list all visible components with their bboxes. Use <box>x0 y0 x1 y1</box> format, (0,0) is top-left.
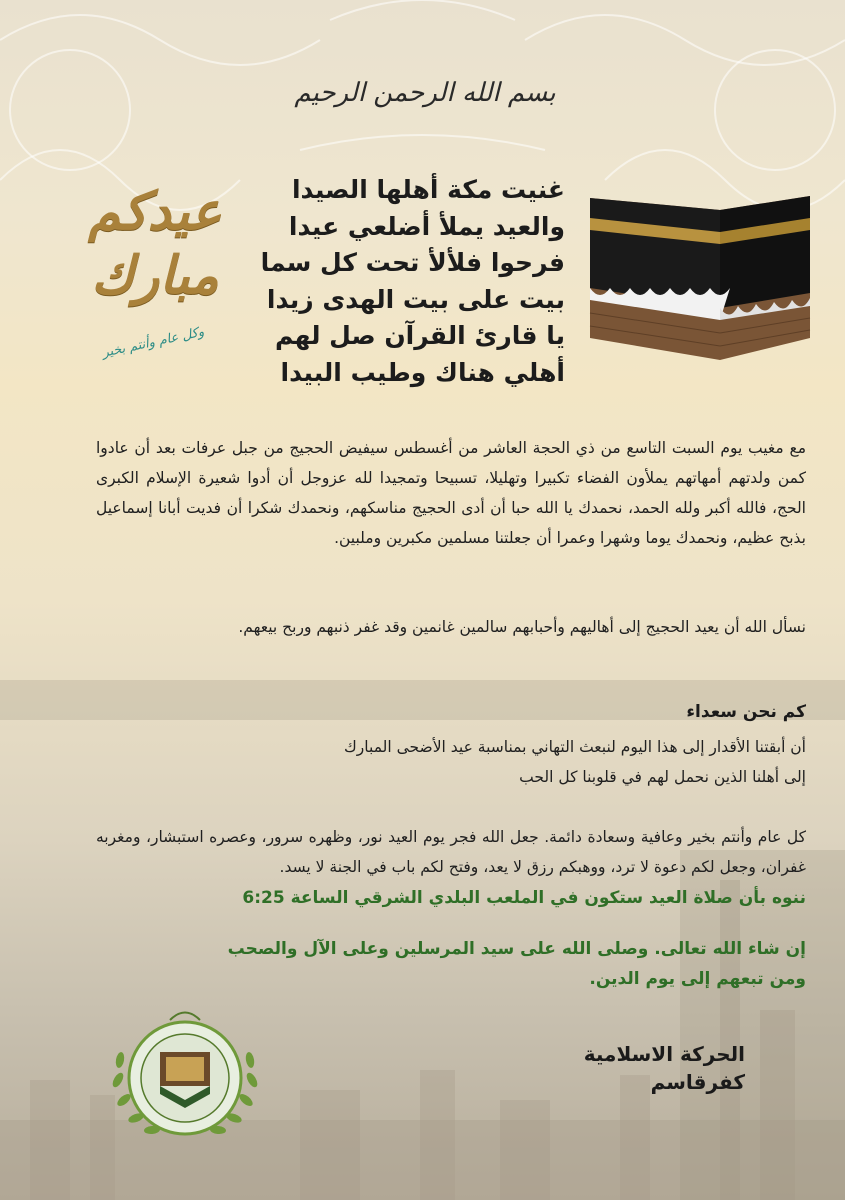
poem-line: والعيد يملأ أضلعي عيدا <box>288 211 565 241</box>
closing-line: ومن تبعهم إلى يوم الدين. <box>589 969 806 989</box>
poem-line: فرحوا فلألأ تحت كل سما <box>260 248 565 277</box>
town-name: كفرقاسم <box>650 1070 745 1094</box>
greeting-calligraphy: وكل عام وأنتم بخير <box>100 324 206 361</box>
body-paragraph-2: نسأل الله أن يعيد الحجيج إلى أهاليهم وأحبابهم سالمين غانمين وقد غفر ذنبهم وربح بيعهم. <box>238 618 806 636</box>
paragraph-line: أن أبقتنا الأقدار إلى هذا اليوم لنبعث التهاني بمناسبة عيد الأضحى المبارك <box>344 738 806 756</box>
closing-prayer <box>96 934 806 994</box>
basmala-calligraphy: بسم الله الرحمن الرحيم <box>294 78 556 108</box>
closing-line: إن شاء الله تعالى. وصلى الله على سيد المرسلين وعلى الآل والصحب <box>227 939 806 959</box>
section-heading: كم نحن سعداء <box>686 702 806 722</box>
body-paragraph-3 <box>96 732 806 792</box>
poem <box>255 172 565 391</box>
signature <box>520 1040 745 1096</box>
body-paragraph-1: مع مغيب يوم السبت التاسع من ذي الحجة العاشر من أغسطس سيفيض الحجيج من جبل عرفات بعد أن عادوا كمن ولدتهم أمهاتهم يملأون الفضاء تكبيرا وتهليلا، تسبيحا وتمجيدا لله عزوجل أن أدوا شعيرة الإسلام الكبرى الحج، فالله أكبر ولله الحمد، نحمدك يا الله حبا أن أدى الحجيج مناسكهم، ونحمدك شكرا أن فديت أبانا إسماعيل بذبح عظيم، ونحمدك يوما وشهرا وعمرا أن جعلتنا مسلمين مكبرين وملبين. <box>96 439 806 547</box>
poem-line: أهلي هناك وطيب البيدا <box>280 357 565 387</box>
prayer-announcement: ننوه بأن صلاة العيد ستكون في الملعب البلدي الشرقي الساعة 6:25 <box>242 888 806 908</box>
poem-line: يا قارئ القرآن صل لهم <box>274 321 565 350</box>
poem-line: غنيت مكة أهلها الصيدا <box>291 175 565 204</box>
paragraph-line: إلى أهلنا الذين نحمل لهم في قلوبنا كل الحب <box>519 768 806 786</box>
body-paragraph-4: كل عام وأنتم بخير وعافية وسعادة دائمة. جعل الله فجر يوم العيد نور، وظهره سرور، وعصره استبشار، ومغربه غفران، وجعل لكم دعوة لا ترد، ووهبكم رزق لا يعد، وفتح لكم باب في الجنة لا يسد. <box>96 828 806 876</box>
kaaba-illustration <box>580 188 815 363</box>
eid-mubarak-calligraphy: عيدكم مبارك <box>88 181 222 306</box>
organization-name: الحركة الاسلامية <box>583 1042 745 1066</box>
organization-seal-logo <box>100 990 270 1150</box>
poem-line: بيت على بيت الهدى زيدا <box>266 284 565 314</box>
